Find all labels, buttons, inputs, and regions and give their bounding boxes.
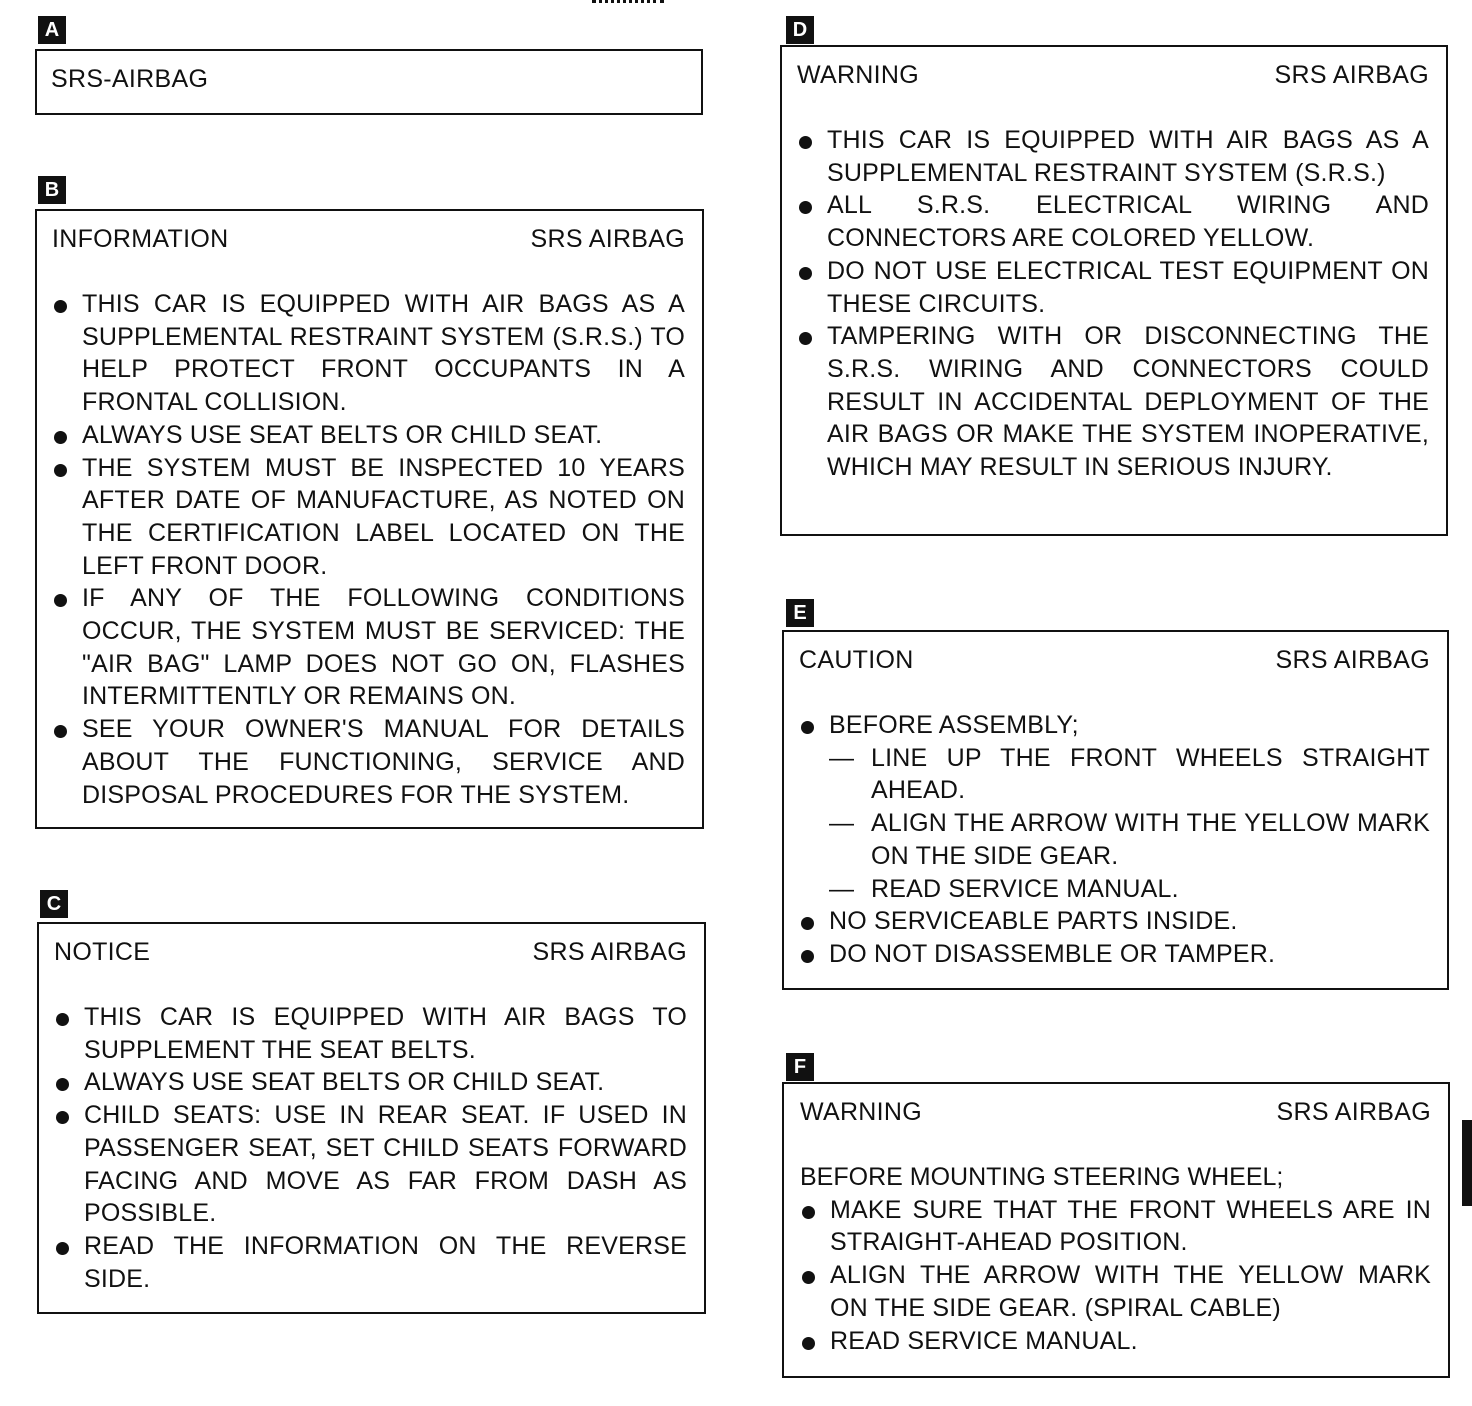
label-d-item: THIS CAR IS EQUIPPED WITH AIR BAGS AS A SUPPLEMENTAL RESTRAINT SYSTEM (S.R.S.) (797, 124, 1429, 189)
label-d-item: TAMPERING WITH OR DISCONNECTING THE S.R.S. WIRING AND CONNECTORS COULD RESULT IN ACCIDENTAL DEPLOYMENT OF THE AIR BAGS OR MAKE THE SYSTEM INOPERATIVE, WHICH MAY RESULT IN SERIOUS INJURY. (797, 320, 1429, 484)
label-f-heading-left: WARNING (800, 1098, 922, 1126)
label-d-heading-left: WARNING (797, 61, 919, 89)
label-c-item: READ THE INFORMATION ON THE REVERSE SIDE. (54, 1230, 687, 1295)
label-d-list (797, 124, 1429, 484)
label-f-item: ALIGN THE ARROW WITH THE YELLOW MARK ON THE SIDE GEAR. (SPIRAL CABLE) (800, 1259, 1431, 1324)
label-d-item: DO NOT USE ELECTRICAL TEST EQUIPMENT ON THESE CIRCUITS. (797, 255, 1429, 320)
label-b-item: ALWAYS USE SEAT BELTS OR CHILD SEAT. (52, 419, 685, 452)
label-f-heading (800, 1098, 1431, 1127)
label-f-box (782, 1082, 1450, 1378)
label-b-item: THE SYSTEM MUST BE INSPECTED 10 YEARS AFTER DATE OF MANUFACTURE, AS NOTED ON THE CERTIFICATION LABEL LOCATED ON THE LEFT FRONT DOOR. (52, 452, 685, 583)
label-e-list (799, 709, 1430, 971)
label-b-tag: B (38, 176, 66, 204)
label-e-item: NO SERVICEABLE PARTS INSIDE. (799, 905, 1430, 938)
label-d-heading (797, 61, 1429, 90)
label-a-box (35, 49, 703, 115)
label-b-heading-left: INFORMATION (52, 225, 229, 253)
page-edge-tab (1462, 1120, 1472, 1206)
label-c-heading (54, 938, 687, 967)
label-b-item: SEE YOUR OWNER'S MANUAL FOR DETAILS ABOUT THE FUNCTIONING, SERVICE AND DISPOSAL PROCEDURES FOR THE SYSTEM. (52, 713, 685, 811)
label-f-intro: BEFORE MOUNTING STEERING WHEEL; (800, 1163, 1284, 1191)
label-e-heading (799, 646, 1430, 675)
label-f-item: READ SERVICE MANUAL. (800, 1325, 1431, 1358)
label-c-heading-left: NOTICE (54, 938, 151, 966)
label-e-tag: E (786, 599, 814, 627)
label-a-title: SRS-AIRBAG (51, 65, 209, 93)
label-f-tag: F (786, 1053, 814, 1081)
label-e-subitem: — READ SERVICE MANUAL. (829, 873, 1430, 906)
label-c-item: CHILD SEATS: USE IN REAR SEAT. IF USED IN PASSENGER SEAT, SET CHILD SEATS FORWARD FACING AND MOVE AS FAR FROM DASH AS POSSIBLE. (54, 1099, 687, 1230)
label-b-heading (52, 225, 685, 254)
label-e-box (782, 630, 1449, 990)
label-c-list (54, 1001, 687, 1295)
label-b-item: THIS CAR IS EQUIPPED WITH AIR BAGS AS A SUPPLEMENTAL RESTRAINT SYSTEM (S.R.S.) TO HELP PROTECT FRONT OCCUPANTS IN A FRONTAL COLLISION. (52, 288, 685, 419)
label-b-item: IF ANY OF THE FOLLOWING CONDITIONS OCCUR, THE SYSTEM MUST BE SERVICED: THE "AIR BAG" LAMP DOES NOT GO ON, FLASHES INTERMITTENTLY OR REMAINS ON. (52, 582, 685, 713)
label-c-tag: C (40, 890, 68, 918)
label-e-heading-right: SRS AIRBAG (1275, 646, 1430, 674)
label-e-heading-left: CAUTION (799, 646, 914, 674)
label-b-list (52, 288, 685, 811)
label-c-heading-right: SRS AIRBAG (532, 938, 687, 966)
label-e-item: BEFORE ASSEMBLY; (799, 709, 1430, 742)
label-f-item: MAKE SURE THAT THE FRONT WHEELS ARE IN STRAIGHT-AHEAD POSITION. (800, 1194, 1431, 1259)
label-c-item: THIS CAR IS EQUIPPED WITH AIR BAGS TO SUPPLEMENT THE SEAT BELTS. (54, 1001, 687, 1066)
label-f-list (800, 1194, 1431, 1358)
label-e-subitem: — ALIGN THE ARROW WITH THE YELLOW MARK ON THE SIDE GEAR. (829, 807, 1430, 872)
page-top-mark (592, 0, 664, 7)
label-d-item: ALL S.R.S. ELECTRICAL WIRING AND CONNECTORS ARE COLORED YELLOW. (797, 189, 1429, 254)
label-c-item: ALWAYS USE SEAT BELTS OR CHILD SEAT. (54, 1066, 687, 1099)
label-d-heading-right: SRS AIRBAG (1274, 61, 1429, 89)
label-e-item: DO NOT DISASSEMBLE OR TAMPER. (799, 938, 1430, 971)
label-a-tag: A (38, 16, 66, 44)
label-b-heading-right: SRS AIRBAG (530, 225, 685, 253)
label-d-box (780, 45, 1448, 536)
label-f-heading-right: SRS AIRBAG (1276, 1098, 1431, 1126)
label-c-box (37, 922, 706, 1314)
label-e-subitem: — LINE UP THE FRONT WHEELS STRAIGHT AHEAD. (829, 742, 1430, 807)
label-d-tag: D (786, 16, 814, 44)
label-b-box (35, 209, 704, 829)
